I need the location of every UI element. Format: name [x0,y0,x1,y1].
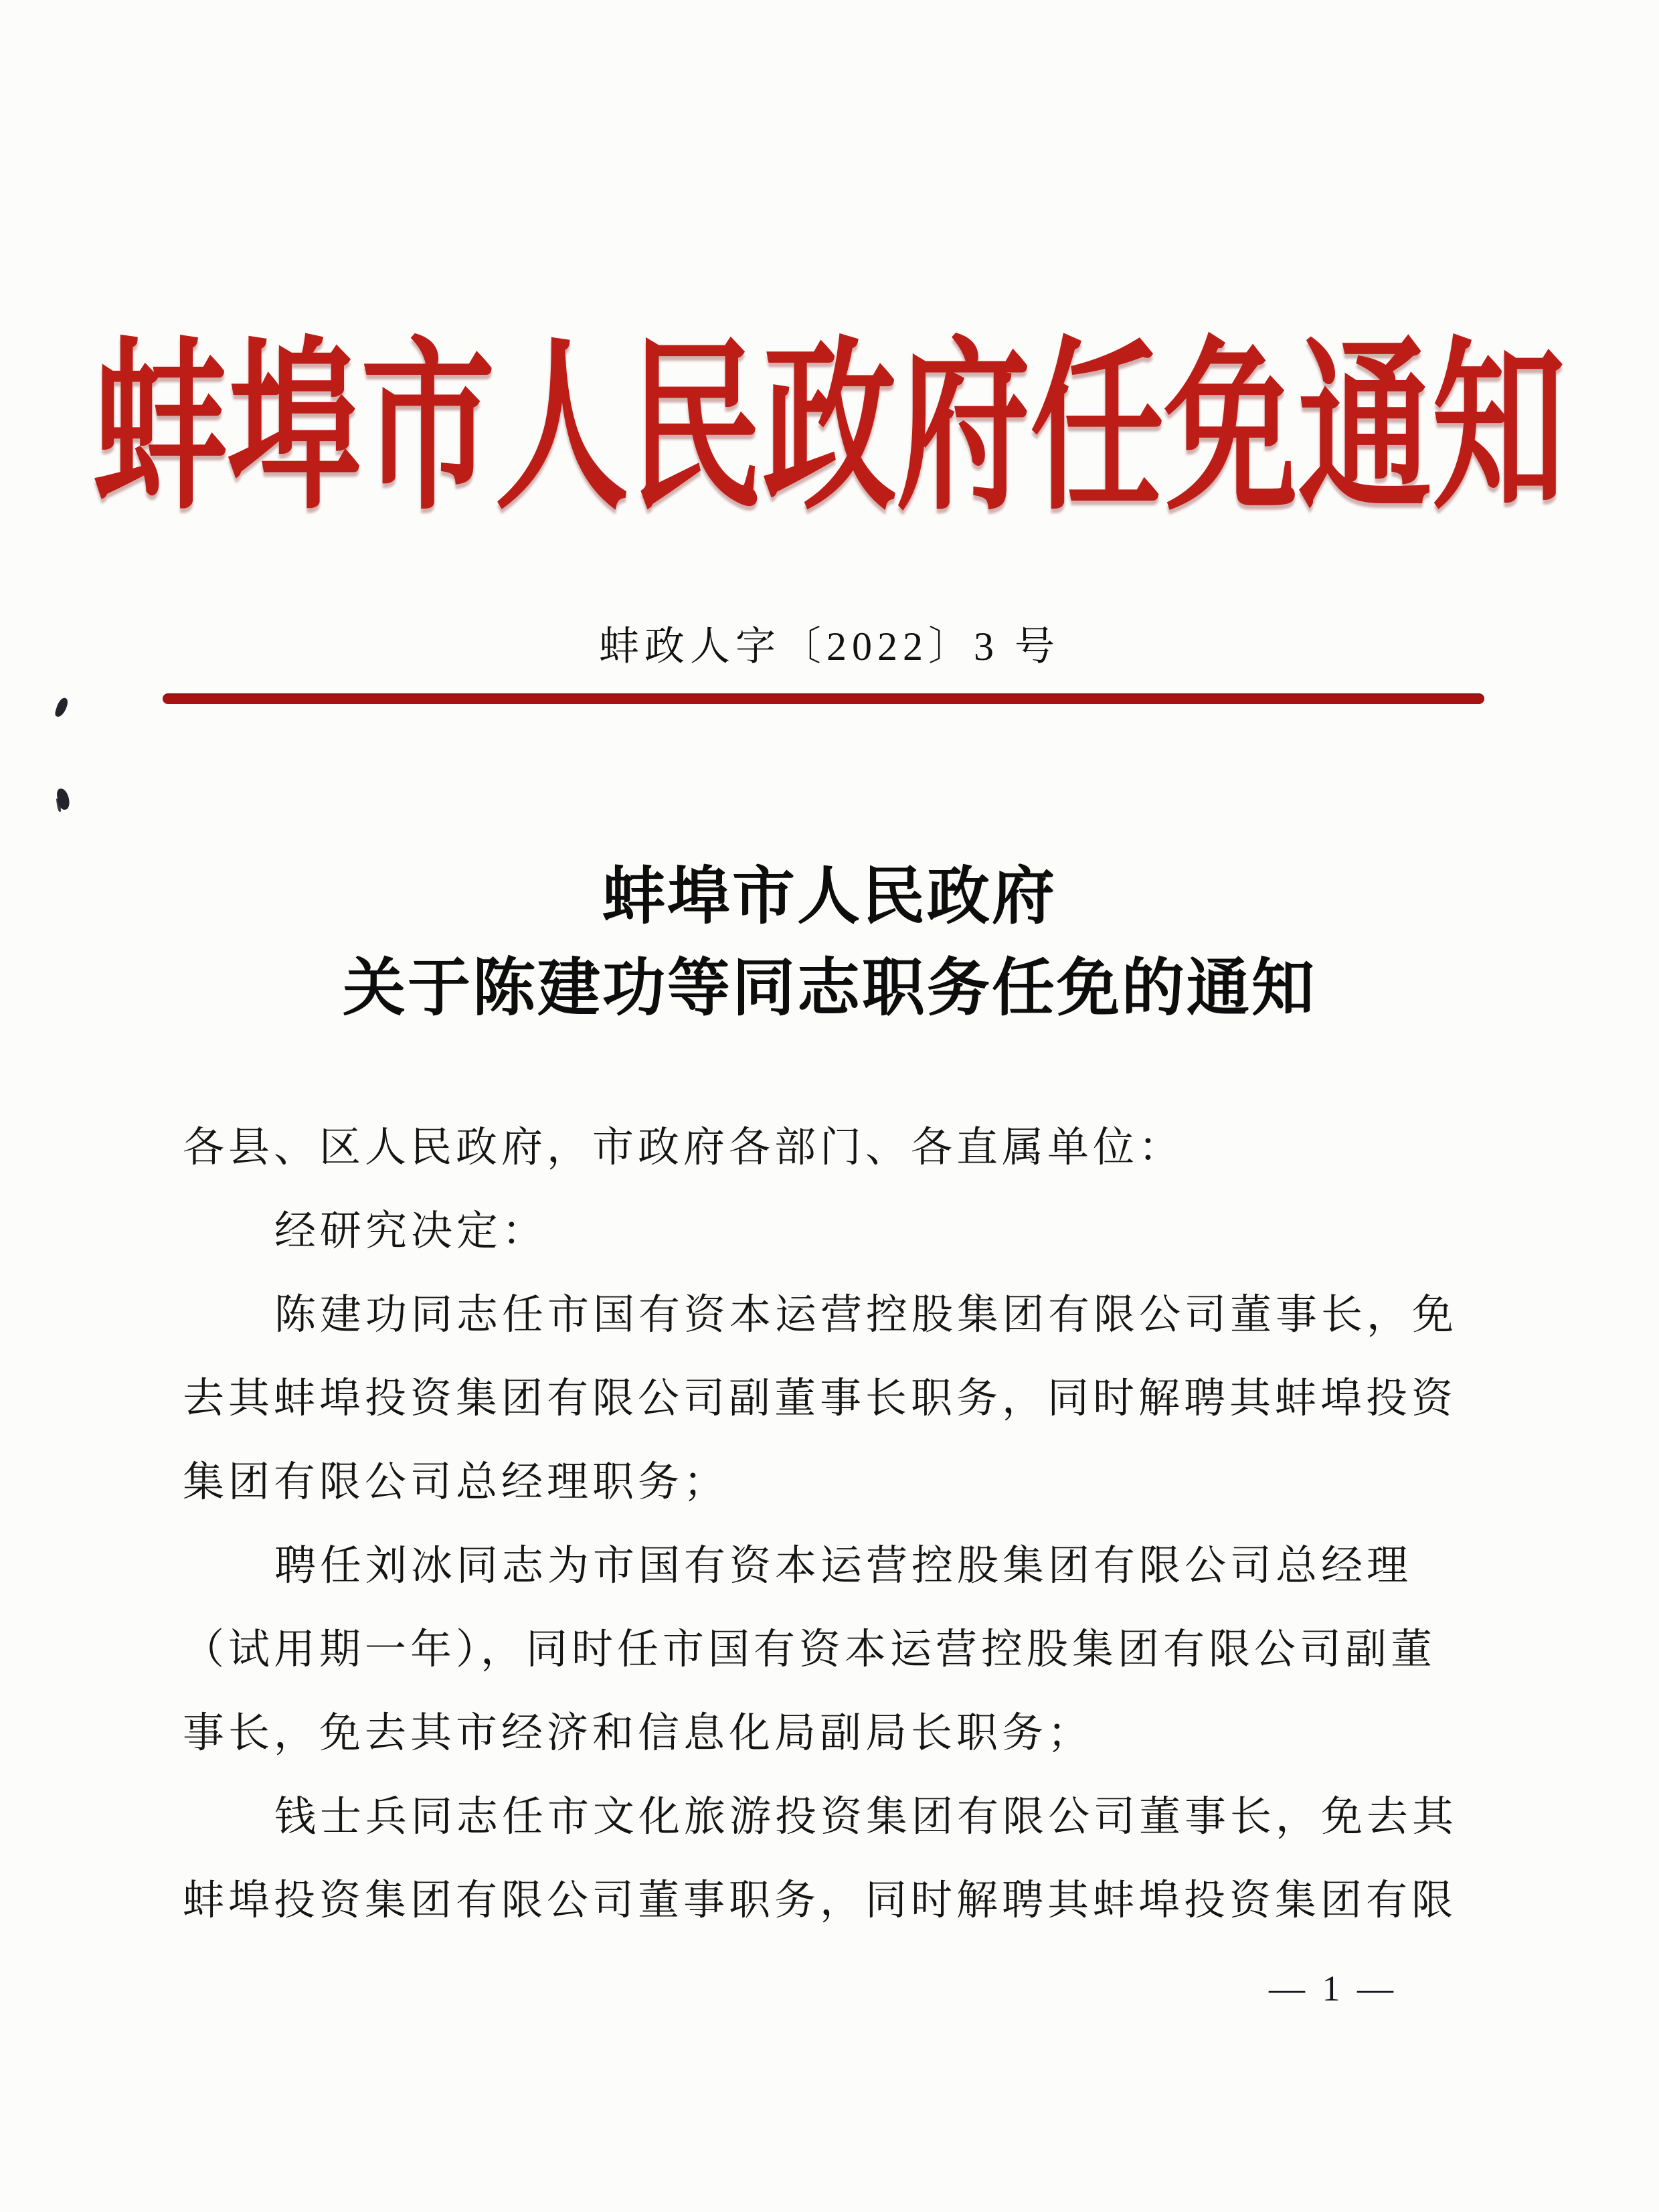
body-text-line: 集团有限公司总经理职务； [183,1460,729,1505]
page-number: — 1 — [1269,1968,1397,2009]
ink-smudge-mark [54,697,70,719]
notice-title [0,851,1659,1035]
body-text-line: 去其蚌埠投资集团有限公司副董事长职务，同时解聘其蚌埠投资 [183,1376,1458,1422]
ink-smudge-mark [56,788,70,811]
body-text-line: 蚌埠投资集团有限公司董事职务，同时解聘其蚌埠投资集团有限 [183,1878,1458,1924]
red-divider-line [163,693,1484,704]
notice-body [183,1106,1488,1943]
document-reference-number: 蚌政人字〔2022〕3 号 [599,624,1060,669]
notice-title-line1: 蚌埠市人民政府 [602,862,1057,932]
body-text-line: （试用期一年），同时任市国有资本运营控股集团有限公司副董 [183,1627,1437,1673]
body-text-line: 经研究决定： [274,1209,548,1254]
body-text-line: 事长，免去其市经济和信息化局副局长职务； [183,1711,1094,1756]
body-text-line: 各县、区人民政府，市政府各部门、各直属单位： [183,1125,1185,1171]
body-text-line: 钱士兵同志任市文化旅游投资集团有限公司董事长，免去其 [274,1794,1458,1840]
body-text-line: 聘任刘冰同志为市国有资本运营控股集团有限公司总经理 [274,1543,1413,1589]
red-masthead-title: 蚌埠市人民政府任免通知 [93,327,1566,532]
body-text-line: 陈建功同志任市国有资本运营控股集团有限公司董事长，免 [274,1292,1458,1338]
notice-title-line2: 关于陈建功等同志职务任免的通知 [342,954,1316,1023]
